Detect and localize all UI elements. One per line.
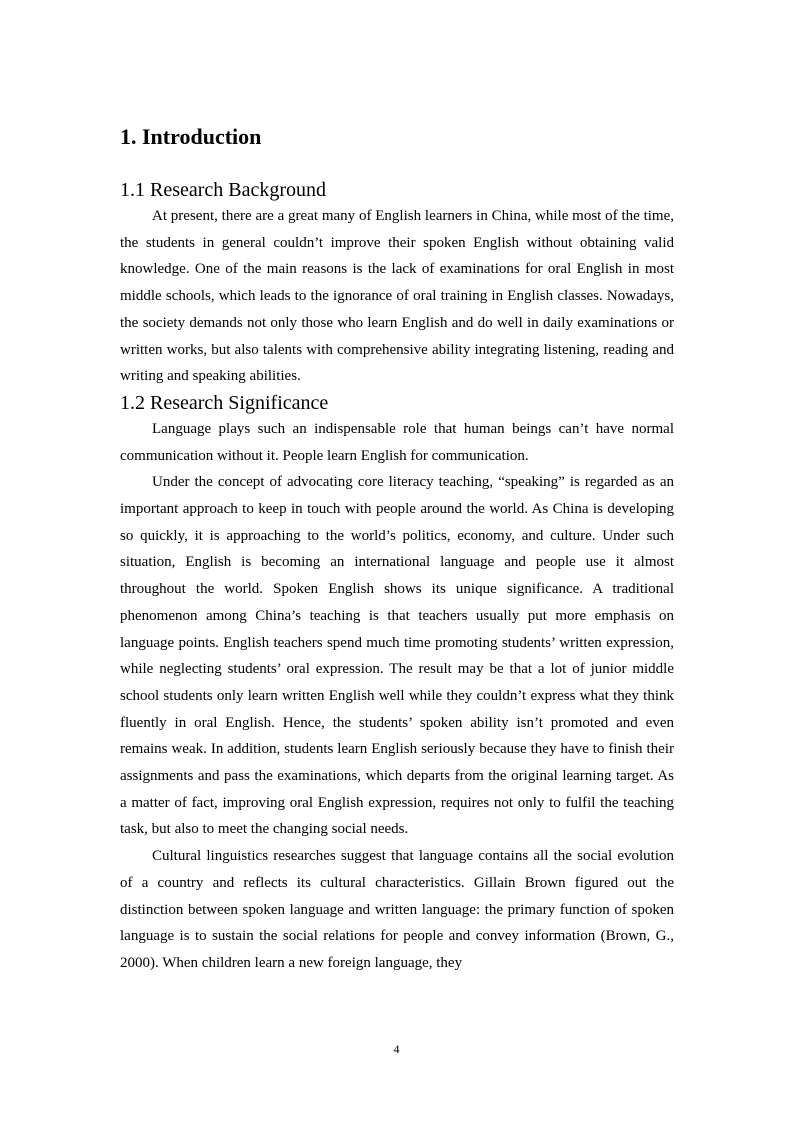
paragraph-significance-1: Language plays such an indispensable role that human beings can’t have normal communication without it. People learn English for communication. xyxy=(120,420,674,464)
page-number: 4 xyxy=(393,1042,400,1056)
section-title-significance: 1.2 Research Significance xyxy=(120,391,329,414)
paragraph-significance-2: Under the concept of advocating core literacy teaching, “speaking” is regarded as an important approach to keep in touch with people around the world. As China is developing so quickly, it is approaching to the world’s politics, economy, and culture. Under such situation, English is becoming an international language and people use it almost throughout the world. Spoken English shows its unique significance. A traditional phenomenon among China’s teaching is that teachers usually put more emphasis on language points. English teachers spend much time promoting students’ written expression, while neglecting students’ oral expression. The result may be that a lot of junior middle school students only learn written English well while they couldn’t express what they think fluently in oral English. Hence, the students’ spoken ability isn’t promoted and even remains weak. In addition, students learn English seriously because they have to finish their assignments and pass the examinations, which departs from the original learning target. As a matter of fact, improving oral English expression, requires not only to fulfil the teaching task, but also to meet the changing social needs. xyxy=(120,474,674,838)
section-title-background: 1.1 Research Background xyxy=(120,179,327,201)
chapter-heading: 1. Introduction xyxy=(120,124,262,149)
paragraph-significance-3: Cultural linguistics researches suggest that language contains all the social evolution of a country and reflects its cultural characteristics. Gillain Brown figured out the distinction between spoken language and written language: the primary function of spoken language is to sustain the social relations for people and convey information (Brown, G., 2000). When children learn a new foreign language, they xyxy=(120,848,674,971)
page-content xyxy=(120,122,674,977)
paragraph-background: At present, there are a great many of English learners in China, while most of the time, the students in general couldn’t improve their spoken English without obtaining valid knowledge. One of the main reasons is the lack of examinations for oral English in most middle schools, which leads to the ignorance of oral training in English classes. Nowadays, the society demands not only those who learn English and do well in daily examinations or written works, but also talents with comprehensive ability integrating listening, reading and writing and speaking abilities. xyxy=(120,208,674,385)
